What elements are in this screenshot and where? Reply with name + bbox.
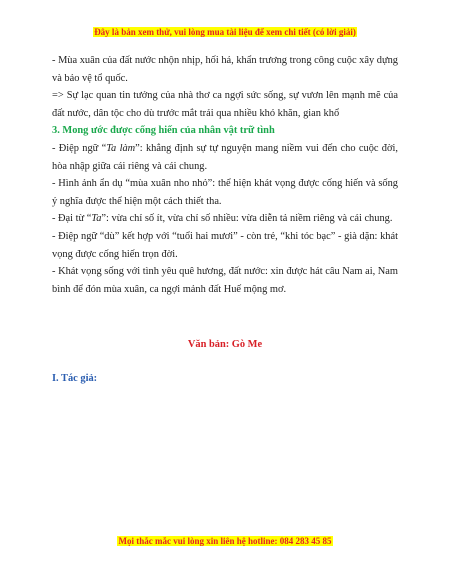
paragraph-small-spring-metaphor: - Hình ảnh ẩn dụ “mùa xuân nho nhỏ”: thể hiện khát vọng được cống hiến và sống ý nghĩa được thể hiện một cách thiết tha. xyxy=(52,178,398,207)
paragraph-pronoun-ta-suffix: ”: vừa chỉ số ít, vừa chỉ số nhiều: vừa diễn tả niềm riêng và cái chung. xyxy=(101,213,393,225)
paragraph-ta-lam-suffix: ”: khẳng định sự tự nguyện mang niềm vui đến cho cuộc đời, hòa nhập giữa cái riêng và cái chung. xyxy=(52,142,398,172)
preview-notice-text: Đây là bản xem thử, vui lòng mua tài liệu để xem chi tiết (có lời giải) xyxy=(94,27,356,37)
section-author-heading: I. Tác giả: xyxy=(52,373,98,384)
paragraph-spring-country: - Mùa xuân của đất nước nhộn nhịp, hối hả, khẩn trương trong công cuộc xây dựng và bảo vệ tổ quốc. xyxy=(52,55,398,84)
paragraph-pronoun-ta xyxy=(52,210,398,228)
next-text-title: Văn bản: Gò Me xyxy=(187,339,263,350)
paragraph-ta-lam-prefix: - Điệp ngữ “ xyxy=(52,142,107,154)
paragraph-repetition-du: - Điệp ngữ “dù” kết hợp với “tuổi hai mươi” - còn trẻ, “khi tóc bạc” - già dặn: khát vọng được cống hiến trọn đời. xyxy=(52,230,398,260)
paragraph-pronoun-ta-prefix: - Đại từ “ xyxy=(52,213,92,225)
hotline-notice-text: Mọi thắc mắc vui lòng xin liên hệ hotline: 084 283 45 85 xyxy=(118,536,332,546)
paragraph-homeland-love: - Khát vọng sống với tình yêu quê hương, đất nước: xin được hát câu Nam ai, Nam bình để đón mùa xuân, ca ngợi mảnh đất Huế mộng mơ. xyxy=(52,266,398,295)
paragraph-pronoun-ta-italic: Ta xyxy=(91,213,102,225)
preview-notice-banner xyxy=(0,27,450,38)
paragraph-ta-lam-italic: Ta làm xyxy=(106,142,136,154)
heading-contribution-wish: 3. Mong ước được cống hiến của nhân vật trữ tình xyxy=(52,125,275,137)
paragraph-ta-lam xyxy=(52,140,398,175)
document-body xyxy=(52,52,398,298)
paragraph-poet-optimism: => Sự lạc quan tin tưởng của nhà thơ ca ngợi sức sống, sự vươn lên mạnh mẽ của đất nước, dân tộc cho dù trước mắt trải qua nhiều khó khăn, gian khổ xyxy=(52,90,398,119)
hotline-notice-banner xyxy=(0,536,450,547)
